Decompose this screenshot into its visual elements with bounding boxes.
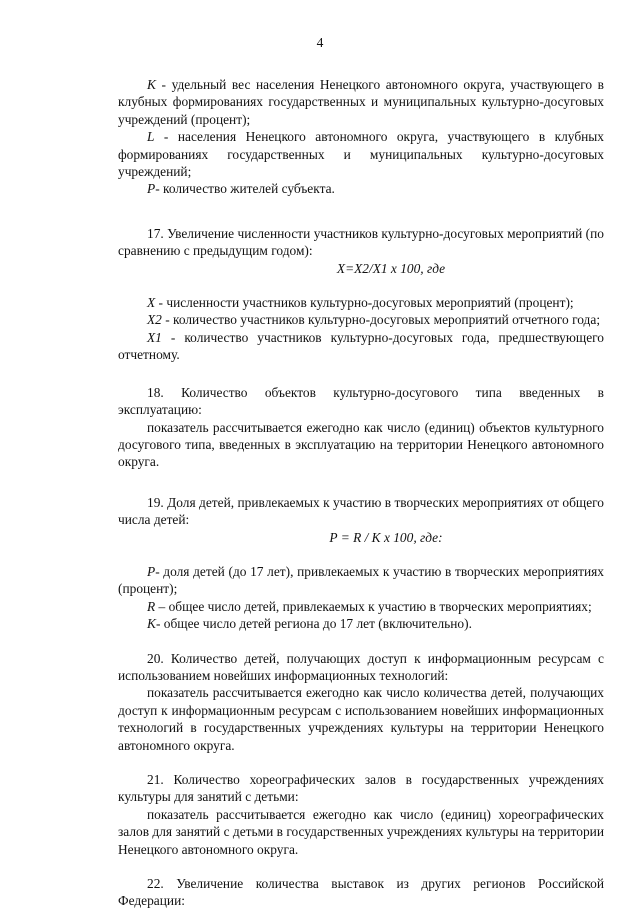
item-19-def-r: R – общее число детей, привлекаемых к участию в творческих мероприятиях;: [147, 598, 592, 614]
item-19-def-p: P- доля детей (до 17 лет), привлекаемых к участию в творческих мероприятиях (процент);: [118, 563, 604, 597]
definition-k: K - удельный вес населения Ненецкого автономного округа, участвующего в клубных формированиях государственных и муниципальных культурно-досуговых учреждений (процент);: [118, 77, 604, 127]
symbol-p: P: [147, 181, 156, 197]
item-22-heading: 22. Увеличение количества выставок из других регионов Российской Федерации:: [118, 876, 604, 909]
item-21-text: показатель рассчитывается ежегодно как число (единиц) хореографических залов для занятий с детьми в государственных учреждениях культуры на территории Ненецкого автономного округа.: [118, 806, 604, 857]
item-19-formula: P = R / K x 100, где:: [329, 529, 443, 545]
symbol-k: K: [147, 77, 156, 92]
item-17-heading: 17. Увеличение численности участников культурно-досуговых мероприятий (по сравнению с предыдущим годом):: [118, 225, 604, 259]
page-number: 4: [316, 35, 324, 50]
item-20-heading: 20. Количество детей, получающих доступ к информационным ресурсам с использованием новейших информационных технологий:: [118, 650, 604, 683]
item-17-def-x2: X2 - количество участников культурно-досуговых мероприятий отчетного года;: [147, 312, 601, 328]
document-body: [118, 76, 604, 910]
item-17-def-x: X - численности участников культурно-досуговых мероприятий (процент);: [147, 295, 574, 311]
item-17-formula: X=X2/X1 x 100, где: [336, 260, 446, 276]
item-19-def-k: K- общее число детей региона до 17 лет (включительно).: [147, 616, 472, 632]
definition-l: L - населения Ненецкого автономного округа, участвующего в клубных формированиях государственных и муниципальных культурно-досуговых учреждений;: [118, 129, 604, 180]
symbol-l: L: [147, 129, 155, 145]
definition-p: P- количество жителей субъекта.: [147, 181, 335, 197]
item-17-def-x1: X1 - количество участников культурно-досуговых года, предшествующего отчетному.: [118, 329, 604, 363]
item-18-text: показатель рассчитывается ежегодно как число (единиц) объектов культурного досугового типа, введенных в эксплуатацию на территории Ненецкого автономного округа.: [118, 419, 604, 470]
item-19-heading: 19. Доля детей, привлекаемых к участию в творческих мероприятиях от общего числа детей:: [118, 494, 604, 528]
item-20-text: показатель рассчитывается ежегодно как число количества детей, получающих доступ к информационным ресурсам с использованием новейших информационных технологий в государственных учреждениях культуры на территории Ненецкого автономного округа.: [118, 685, 604, 753]
item-21-heading: 21. Количество хореографических залов в государственных учреждениях культуры для занятий с детьми:: [118, 772, 604, 805]
item-18-heading: 18. Количество объектов культурно-досугового типа введенных в эксплуатацию:: [118, 384, 604, 418]
